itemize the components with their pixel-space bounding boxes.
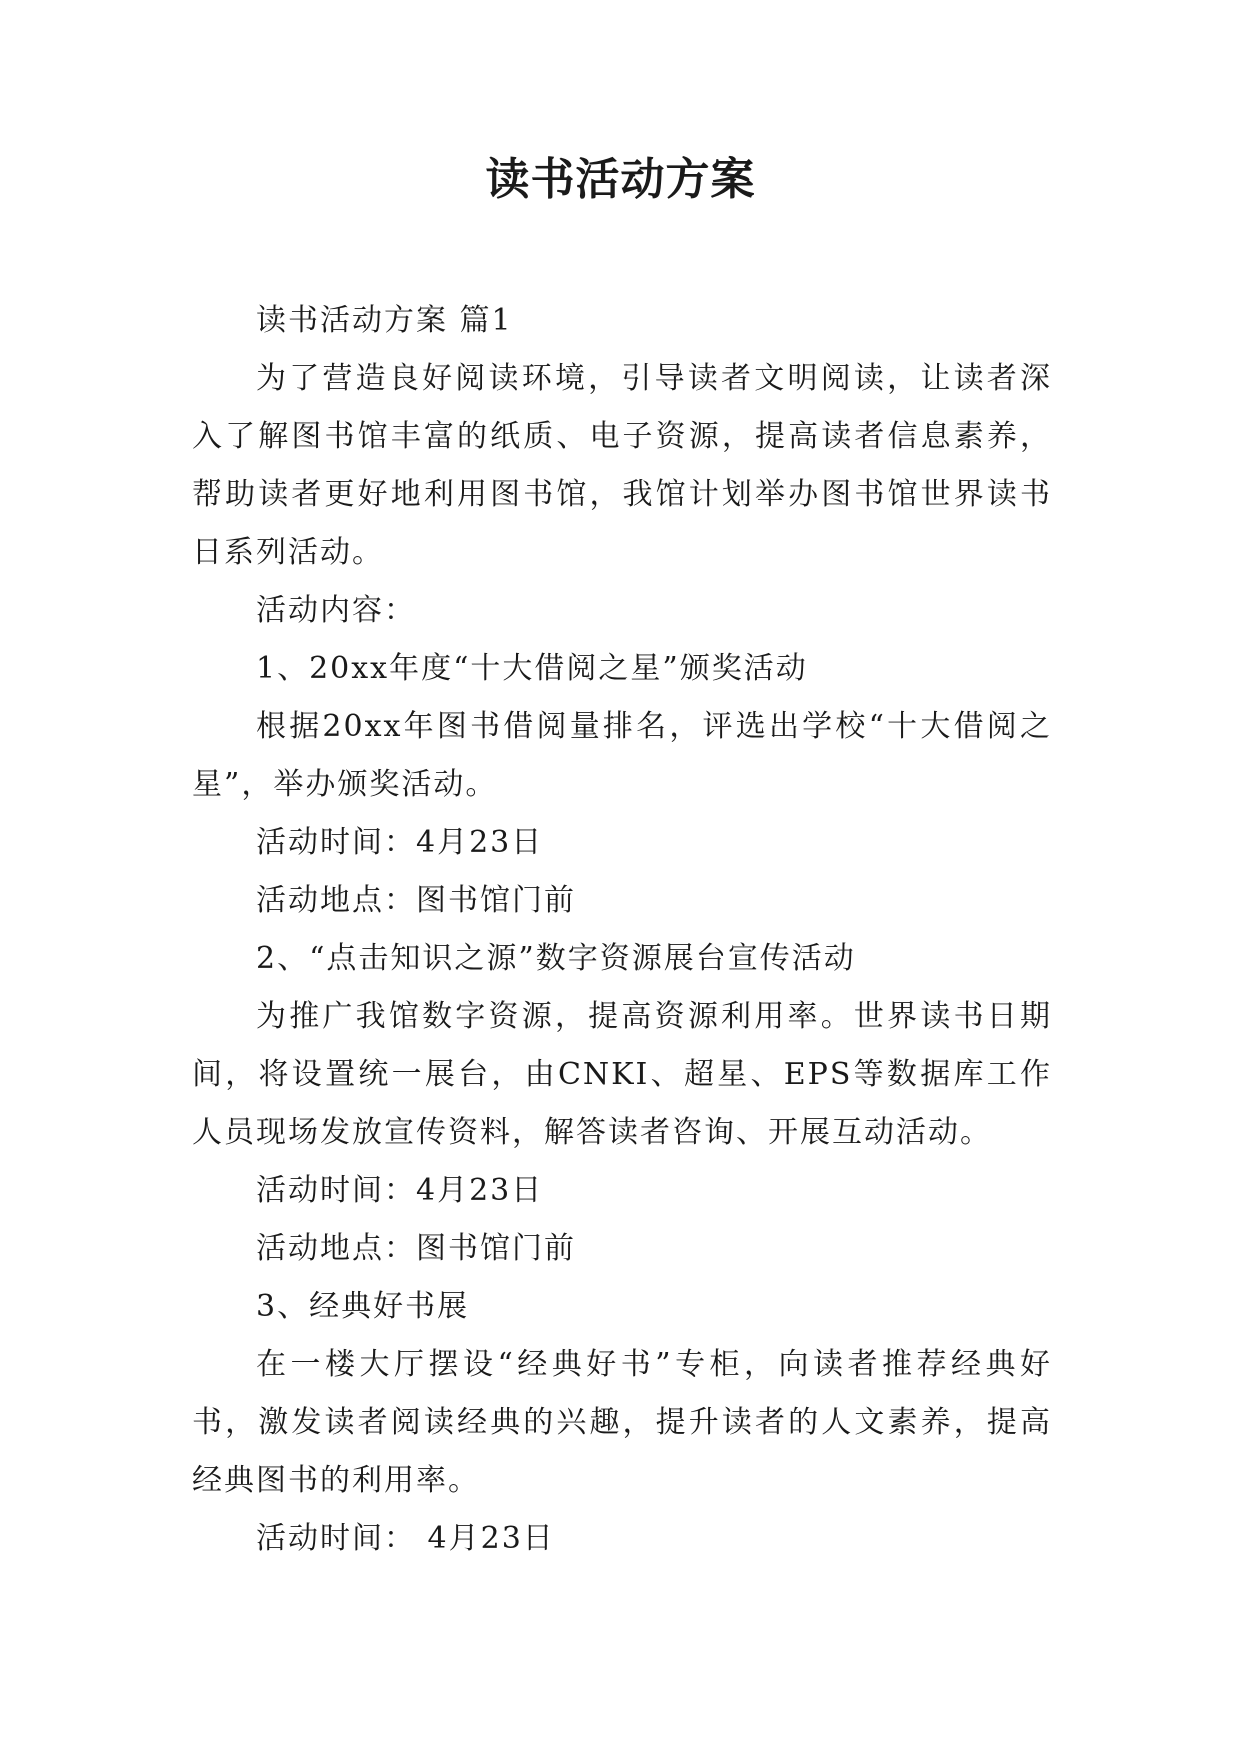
activity-2-time: 活动时间：4月23日 bbox=[256, 1173, 544, 1208]
activity-3-heading: 3、经典好书展 bbox=[256, 1289, 470, 1324]
activity-2-description: 为推广我馆数字资源，提高资源利用率。世界读书日期间，将设置统一展台，由CNKI、超星、EPS等数据库工作人员现场发放宣传资料，解答读者咨询、开展互动活动。 bbox=[192, 999, 1052, 1150]
activity-1-location: 活动地点：图书馆门前 bbox=[256, 883, 576, 918]
activity-1-heading: 1、20xx年度“十大借阅之星”颁奖活动 bbox=[256, 651, 808, 686]
activity-2-location: 活动地点：图书馆门前 bbox=[256, 1231, 576, 1266]
activity-1-time: 活动时间：4月23日 bbox=[256, 825, 544, 860]
intro-paragraph: 为了营造良好阅读环境，引导读者文明阅读，让读者深入了解图书馆丰富的纸质、电子资源，提高读者信息素养，帮助读者更好地利用图书馆，我馆计划举办图书馆世界读书日系列活动。 bbox=[192, 361, 1052, 570]
document-title: 读书活动方案 bbox=[485, 154, 756, 205]
activity-2-heading: 2、“点击知识之源”数字资源展台宣传活动 bbox=[256, 941, 856, 976]
activity-1-description: 根据20xx年图书借阅量排名，评选出学校“十大借阅之星”，举办颁奖活动。 bbox=[192, 709, 1052, 802]
activity-3-time: 活动时间： 4月23日 bbox=[256, 1521, 555, 1556]
document-body bbox=[192, 292, 1052, 1568]
activity-content-label: 活动内容： bbox=[256, 593, 416, 628]
section-heading: 读书活动方案 篇1 bbox=[256, 303, 513, 338]
activity-3-description: 在一楼大厅摆设“经典好书”专柜，向读者推荐经典好书，激发读者阅读经典的兴趣，提升读者的人文素养，提高经典图书的利用率。 bbox=[192, 1347, 1052, 1498]
